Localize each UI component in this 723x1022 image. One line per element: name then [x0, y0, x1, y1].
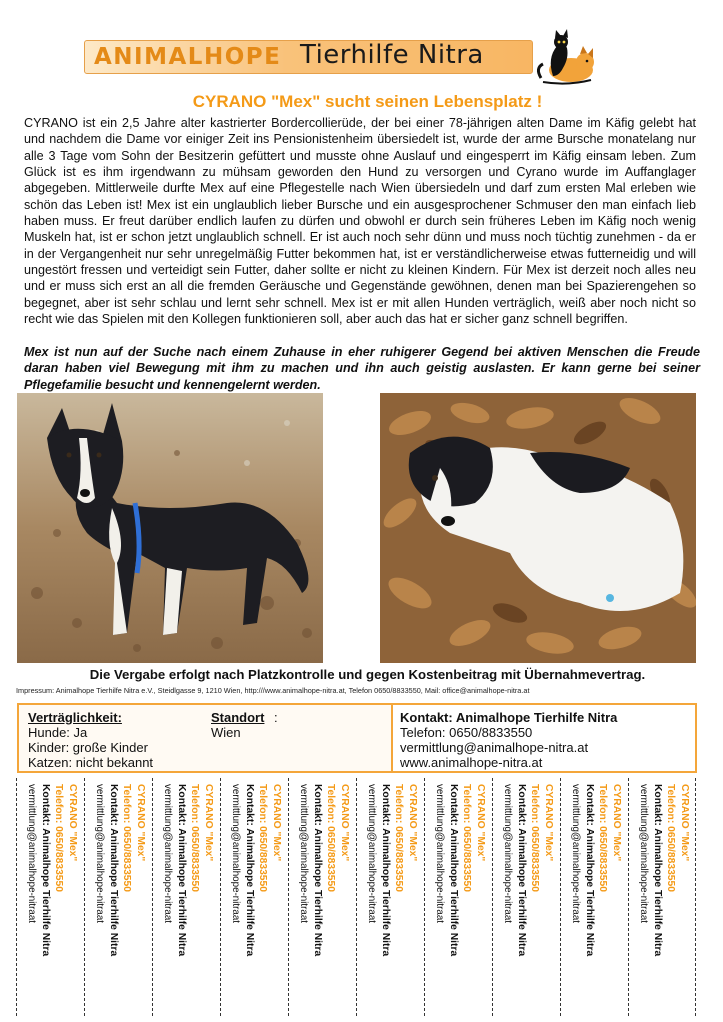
strip-email: vermittlung@animalhope-nitraat	[230, 784, 242, 924]
standort-colon: :	[274, 710, 278, 725]
tear-off-strip[interactable]	[628, 778, 696, 1016]
hunde-value: Hunde: Ja	[28, 725, 88, 740]
strip-kontakt: Kontakt: Animalhope Tierhilfe Nitra	[516, 784, 527, 957]
strip-name: CYRANO "Mex"	[203, 784, 214, 862]
search-text: Mex ist nun auf der Suche nach einem Zuhause in eher ruhigerer Gegend bei aktiven Menschen die Freude daran haben viel Bewegung mit ihm zu machen und ihn auch geistig auslasten. Er kann gerne bei seiner Pflegefamilie besucht und kennengelernt werden.	[24, 345, 700, 392]
strip-name: CYRANO "Mex"	[679, 784, 690, 862]
story-text: CYRANO ist ein 2,5 Jahre alter kastrierter Bordercollierüde, der bei einer 78-jährigen alten Dame im Käfig gelebt hat und nachdem die Dame vor einiger Zeit ins Pensionistenheim übersiedelt ist, wurde der arme Bursche monatelang nur alle 3 Tage vom Sohn der Besitzerin gefüttert und musste ohne Auslauf und eingesperrt im Käfig einsam leben. Zum Glück ist es ihm irgendwann zu mühsam geworden den Hund zu versorgen und Cyrano wurde im Auffanglager abgegeben. Mittlerweile durfte Mex auf eine Pflegestelle nach Wien übersiedeln und darf zum ersten Mal erleben wie schön das Leben ist! Mex ist ein unglaublich lieber Bursche und ein ausgesprochener Schmuser den man einfach lieb haben muss. Er freut darüber endlich laufen zu dürfen und obwohl er durch sein früheres Leben im Käfig noch wenig Muskeln hat, ist er schon jetzt unglaublich schnell. Er ist auch noch sehr dünn und muss noch tüchtig zunehmen - da er in der Vergangenheit nur sehr unregelmäßig Futter bekommen hat, ist er verständlicherweise etwas futterneidig und will ungestört fressen und verteidigt sein Futter, daher sollte er nicht zu kleinen Kindern. Für Mex ist derzeit noch alles neu und er muss sich erst an all die fremden Geräusche und Gegenstände gewöhnen, denen man bei Spazierengehen so begegnet, aber ist sehr schlau und lernt sehr schnell. Mex ist er mit allen Hunden verträglich, weiß aber noch nicht so recht wie das Spielen mit den Kollegen funktionieren soll, aber auch das hat er sicher ganz schnell begriffen.	[24, 116, 696, 327]
strip-telefon: Telefon: 0650/8833550	[393, 784, 405, 892]
tear-off-strips	[16, 778, 698, 1016]
strip-name: CYRANO "Mex"	[475, 784, 486, 862]
strip-telefon: Telefon: 0650/8833550	[597, 784, 609, 892]
strip-name: CYRANO "Mex"	[339, 784, 350, 862]
impressum: Impressum: Animalhope Tierhilfe Nitra e.V., Steidlgasse 9, 1210 Wien, http:///www.animalhope-nitra.at, Telefon 0650/8833550, Mail: office@animalhope-nitra.at	[16, 686, 530, 695]
kinder-value: Kinder: große Kinder	[28, 740, 148, 755]
standort-label: Standort	[211, 710, 265, 725]
strip-telefon: Telefon: 0650/8833550	[461, 784, 473, 892]
strip-name: CYRANO "Mex"	[407, 784, 418, 862]
tear-off-strip[interactable]	[492, 778, 560, 1016]
strip-email: vermittlung@animalhope-nitraat	[366, 784, 378, 924]
tear-off-strip[interactable]	[424, 778, 492, 1016]
info-box-divider	[391, 705, 393, 771]
tear-off-strip[interactable]	[288, 778, 356, 1016]
strip-kontakt: Kontakt: Animalhope Tierhilfe Nitra	[244, 784, 255, 957]
strip-telefon: Telefon: 0650/8833550	[325, 784, 337, 892]
standort-value: Wien	[211, 725, 241, 740]
page-title: CYRANO "Mex" sucht seinen Lebensplatz !	[192, 92, 543, 111]
info-box	[17, 703, 697, 773]
tear-off-strip[interactable]	[16, 778, 84, 1016]
strip-email: vermittlung@animalhope-nitraat	[162, 784, 174, 924]
telefon-value: Telefon: 0650/8833550	[400, 725, 533, 740]
cat-dog-logo-icon	[533, 28, 597, 88]
strip-name: CYRANO "Mex"	[611, 784, 622, 862]
dog-lying-photo	[380, 393, 696, 663]
strip-kontakt: Kontakt: Animalhope Tierhilfe Nitra	[40, 784, 51, 957]
strip-name: CYRANO "Mex"	[543, 784, 554, 862]
strip-kontakt: Kontakt: Animalhope Tierhilfe Nitra	[312, 784, 323, 957]
strip-kontakt: Kontakt: Animalhope Tierhilfe Nitra	[108, 784, 119, 957]
strip-telefon: Telefon: 0650/8833550	[121, 784, 133, 892]
strip-name: CYRANO "Mex"	[271, 784, 282, 862]
vertraeglichkeit-label: Verträglichkeit:	[28, 710, 122, 725]
strip-kontakt: Kontakt: Animalhope Tierhilfe Nitra	[176, 784, 187, 957]
tear-off-strip[interactable]	[220, 778, 288, 1016]
strip-telefon: Telefon: 0650/8833550	[257, 784, 269, 892]
strip-kontakt: Kontakt: Animalhope Tierhilfe Nitra	[652, 784, 663, 957]
strip-kontakt: Kontakt: Animalhope Tierhilfe Nitra	[448, 784, 459, 957]
vergabe-note: Die Vergabe erfolgt nach Platzkontrolle und gegen Kostenbeitrag mit Übernahmevertrag.	[89, 667, 646, 682]
strip-telefon: Telefon: 0650/8833550	[53, 784, 65, 892]
tear-off-strip[interactable]	[356, 778, 424, 1016]
tear-off-strip[interactable]	[560, 778, 628, 1016]
strip-email: vermittlung@animalhope-nitraat	[26, 784, 38, 924]
strip-kontakt: Kontakt: Animalhope Tierhilfe Nitra	[380, 784, 391, 957]
strip-email: vermittlung@animalhope-nitraat	[434, 784, 446, 924]
strip-name: CYRANO "Mex"	[135, 784, 146, 862]
strip-email: vermittlung@animalhope-nitraat	[298, 784, 310, 924]
strip-name: CYRANO "Mex"	[67, 784, 78, 862]
katzen-value: Katzen: nicht bekannt	[28, 755, 154, 770]
strip-email: vermittlung@animalhope-nitraat	[570, 784, 582, 924]
brand-subtitle: Tierhilfe Nitra	[300, 40, 484, 70]
strip-telefon: Telefon: 0650/8833550	[665, 784, 677, 892]
website-link[interactable]: www.animalhope-nitra.at	[400, 755, 543, 770]
dog-standing-photo	[17, 393, 323, 663]
kontakt-label: Kontakt: Animalhope Tierhilfe Nitra	[400, 710, 618, 725]
strip-email: vermittlung@animalhope-nitraat	[638, 784, 650, 924]
strip-telefon: Telefon: 0650/8833550	[529, 784, 541, 892]
strip-telefon: Telefon: 0650/8833550	[189, 784, 201, 892]
strip-kontakt: Kontakt: Animalhope Tierhilfe Nitra	[584, 784, 595, 957]
brand-name: ANIMALHOPE	[94, 44, 282, 70]
strip-email: vermittlung@animalhope-nitraat	[502, 784, 514, 924]
strip-email: vermittlung@animalhope-nitraat	[94, 784, 106, 924]
email-link[interactable]: vermittlung@animalhope-nitra.at	[400, 740, 589, 755]
tear-off-strip[interactable]	[152, 778, 220, 1016]
tear-off-strip[interactable]	[84, 778, 152, 1016]
